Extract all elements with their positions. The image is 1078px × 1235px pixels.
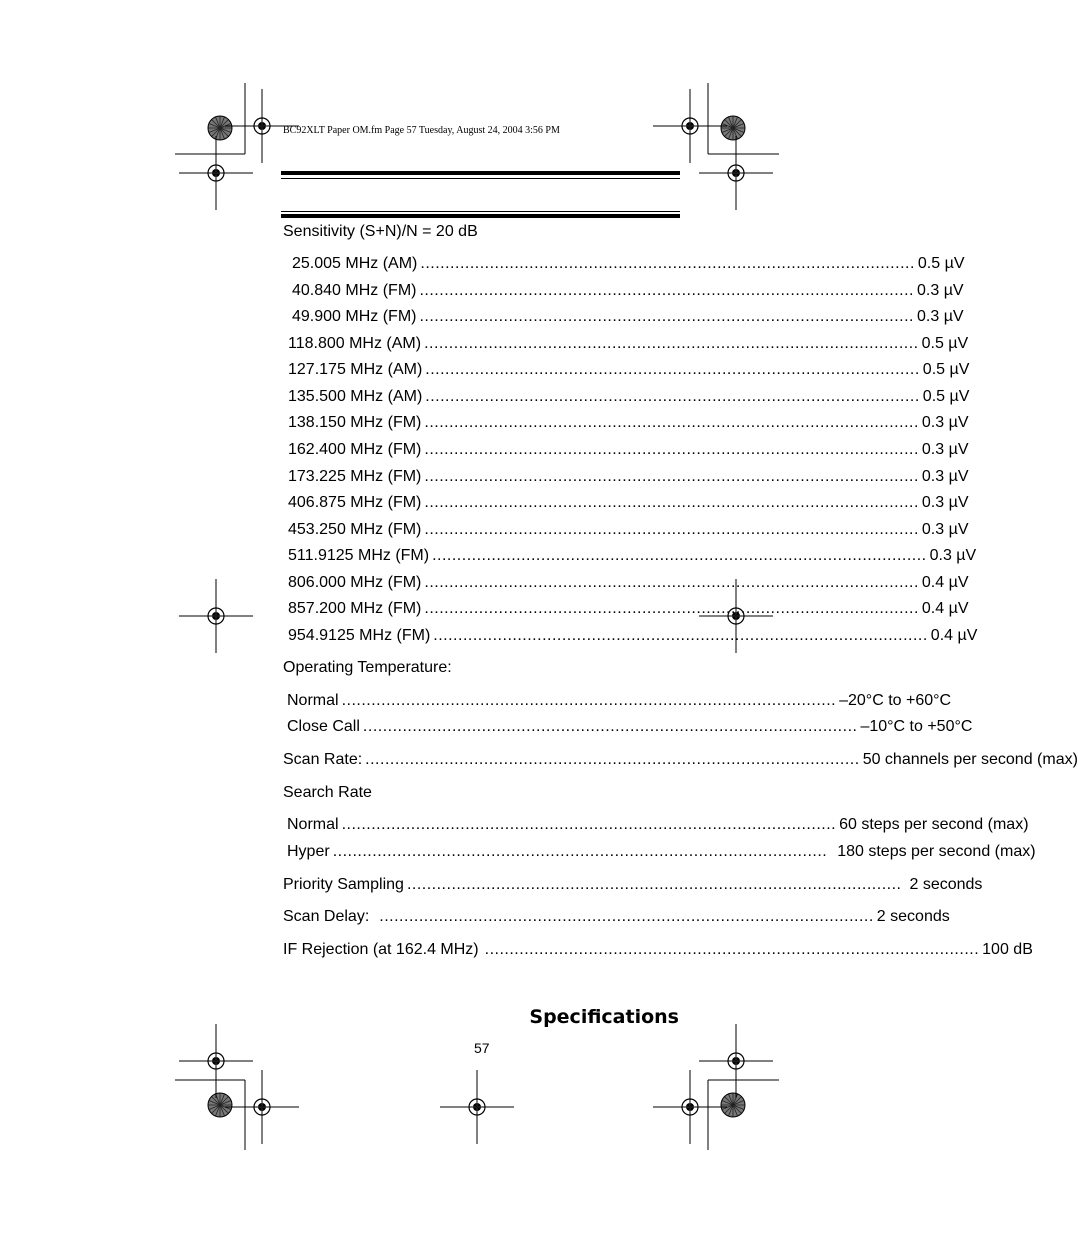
leader-dots: ....................................................................................................	[433, 626, 928, 644]
row-value: 0.3 µV	[917, 281, 964, 299]
leader-dots: ....................................................................................................	[424, 573, 919, 591]
row-value: 100 dB	[982, 941, 1033, 958]
leader-dots: ....................................................................................................	[332, 843, 828, 860]
row-label: Normal	[287, 816, 339, 833]
leader-dots: ....................................................................................................	[341, 692, 837, 709]
leader-dots: ....................................................................................................	[424, 440, 919, 458]
row-label: 162.400 MHz (FM)	[288, 440, 422, 458]
row-value: 2 seconds	[909, 876, 983, 893]
row-label: Scan Rate:	[283, 751, 363, 768]
row-label: 49.900 MHz (FM)	[292, 308, 417, 326]
row-value: 0.3 µV	[921, 414, 969, 432]
row-value: 0.4 µV	[930, 626, 978, 644]
sensitivity-row	[288, 413, 969, 433]
leader-dots: ....................................................................................................	[379, 908, 874, 925]
row-value: 50 channels per second (max)	[862, 751, 1078, 768]
sensitivity-row	[288, 360, 970, 380]
row-value: 60 steps per second (max)	[839, 816, 1029, 833]
row-label: Close Call	[287, 718, 360, 735]
row-label: 954.9125 MHz (FM)	[288, 626, 431, 644]
sensitivity-row	[292, 281, 964, 301]
row-value: 0.3 µV	[921, 520, 969, 538]
row-value: 2 seconds	[876, 908, 950, 925]
row-label: 453.250 MHz (FM)	[288, 520, 422, 538]
row-value: 0.3 µV	[921, 494, 969, 512]
sensitivity-row	[288, 573, 969, 593]
sensitivity-row	[288, 440, 969, 460]
sensitivity-title: Sensitivity (S+N)/N = 20 dB	[283, 223, 478, 240]
sensitivity-row	[292, 307, 964, 327]
leader-dots: ....................................................................................................	[424, 520, 919, 538]
row-value: 0.3 µV	[929, 547, 977, 565]
operating-temperature-title: Operating Temperature:	[283, 659, 452, 676]
scan-rate-row	[283, 750, 1078, 770]
row-label: 25.005 MHz (AM)	[292, 255, 418, 272]
leader-dots: ....................................................................................................	[365, 751, 860, 768]
search-hyper-row	[287, 842, 1036, 862]
top-rule-thick	[281, 171, 680, 175]
leader-dots: ....................................................................................................	[341, 816, 837, 833]
if-rejection-row	[283, 940, 1033, 960]
row-label: Normal	[287, 692, 339, 709]
page-number: 57	[474, 1040, 490, 1056]
row-value: –20°C to +60°C	[839, 692, 952, 709]
sensitivity-row	[288, 599, 969, 619]
sensitivity-row	[288, 546, 977, 566]
leader-dots: ....................................................................................................	[424, 467, 919, 485]
sensitivity-row	[288, 467, 969, 487]
row-value: 0.4 µV	[921, 600, 969, 618]
row-label: 406.875 MHz (FM)	[288, 494, 422, 512]
search-rate-title: Search Rate	[283, 784, 372, 801]
leader-dots: ....................................................................................................	[419, 281, 914, 299]
row-value: 180 steps per second (max)	[837, 843, 1036, 860]
row-value: 0.5 µV	[922, 361, 970, 379]
row-label: 127.175 MHz (AM)	[288, 361, 423, 379]
leader-dots: ....................................................................................................	[424, 334, 919, 352]
leader-dots: ....................................................................................................	[425, 361, 920, 379]
temp-normal-row	[287, 691, 952, 711]
leader-dots: ....................................................................................................	[424, 414, 919, 432]
row-value: 0.3 µV	[921, 467, 969, 485]
top-rule-thin	[281, 178, 680, 179]
row-value: 0.5 µV	[921, 334, 969, 352]
section-title: Specifications	[529, 1006, 679, 1028]
row-label: Scan Delay:	[283, 908, 370, 925]
row-label: IF Rejection (at 162.4 MHz)	[283, 941, 479, 958]
sensitivity-row	[288, 334, 969, 354]
leader-dots: ....................................................................................................	[424, 600, 919, 618]
sensitivity-row	[288, 520, 969, 540]
priority-sampling-row	[283, 875, 983, 895]
leader-dots: ....................................................................................................	[419, 308, 914, 326]
row-label: 138.150 MHz (FM)	[288, 414, 422, 432]
row-label: Hyper	[287, 843, 330, 860]
row-value: 0.4 µV	[921, 573, 969, 591]
row-value: 0.3 µV	[921, 440, 969, 458]
temp-close-call-row	[287, 717, 973, 737]
row-label: 511.9125 MHz (FM)	[288, 547, 430, 565]
row-value: –10°C to +50°C	[860, 718, 973, 735]
row-value: 0.5 µV	[922, 387, 970, 405]
file-info-header: BC92XLT Paper OM.fm Page 57 Tuesday, August 24, 2004 3:56 PM	[283, 125, 560, 136]
sensitivity-row	[288, 387, 970, 407]
sensitivity-row	[292, 254, 965, 274]
row-value: 0.3 µV	[917, 308, 964, 326]
leader-dots: ....................................................................................................	[432, 547, 927, 565]
leader-dots: ....................................................................................................	[425, 387, 920, 405]
leader-dots: ....................................................................................................	[362, 718, 858, 735]
row-label: 806.000 MHz (FM)	[288, 573, 422, 591]
sensitivity-row	[288, 626, 978, 646]
row-label: 857.200 MHz (FM)	[288, 600, 422, 618]
section-rule-thin	[281, 211, 680, 212]
row-label: 40.840 MHz (FM)	[292, 281, 417, 299]
row-label: Priority Sampling	[283, 876, 404, 893]
row-label: 135.500 MHz (AM)	[288, 387, 423, 405]
row-label: 118.800 MHz (AM)	[288, 334, 422, 352]
leader-dots: ....................................................................................................	[406, 876, 902, 893]
section-rule-thick	[281, 214, 680, 218]
leader-dots: ....................................................................................................	[484, 941, 980, 958]
leader-dots: ....................................................................................................	[424, 494, 919, 512]
search-normal-row	[287, 815, 1029, 835]
leader-dots: ....................................................................................................	[420, 255, 915, 272]
row-label: 173.225 MHz (FM)	[288, 467, 422, 485]
scan-delay-row	[283, 907, 950, 927]
row-value: 0.5 µV	[917, 255, 965, 272]
sensitivity-row	[288, 493, 969, 513]
